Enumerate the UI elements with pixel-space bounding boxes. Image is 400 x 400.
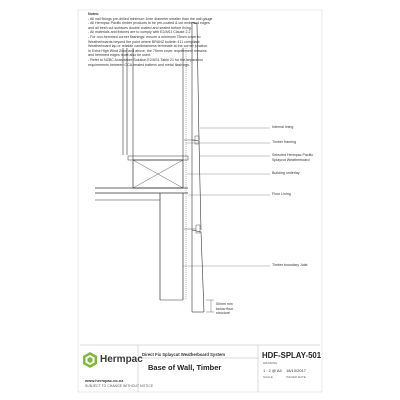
label-floor-lining: Floor Lining — [272, 192, 291, 196]
subject-note: SUBJECT TO CHANGE WITHOUT NOTICE — [85, 384, 154, 388]
boundary-joist — [95, 193, 183, 300]
label-boundary-joist: Timber boundary Joist — [272, 263, 308, 267]
scale-value: 1 : 2 @ A4 — [263, 368, 282, 373]
label-internal-lining: Internal lining — [272, 125, 294, 129]
brand-name: Hermpac — [100, 354, 143, 365]
note-line: requirements between CCA treated battens and metal flashings. — [88, 62, 190, 67]
note-line: - For non-hemmed corner flashings: ensure a minimum 75mm cover to — [88, 34, 201, 39]
label-clearance-1: 50mm min — [216, 302, 233, 306]
note-line: and hemmed edges must also be used. — [88, 53, 151, 58]
notes-title: Notes: — [88, 12, 100, 16]
label-clearance-3: structure — [216, 311, 230, 315]
label-weatherboard-1: Selected Hermpac Pacific — [272, 153, 314, 157]
drawing-title: Base of Wall, Timber — [148, 363, 222, 372]
note-line: Weatherboards beyond the point where BRANZ bulletin 411 compliant — [88, 39, 200, 44]
label-timber-framing: Timber framing — [272, 140, 297, 144]
issued-date-label: ISSUED DATE — [286, 375, 306, 379]
note-line: - All nail fixings pre-drilled minimum 1mm diameter smaller than the nail gauge. — [88, 16, 214, 21]
scale-label: SCALE — [263, 375, 273, 379]
note-line: In Extra High Wind Zone and above, the 75mm cover requirement remains — [88, 48, 207, 53]
label-clearance-2: below floor — [216, 306, 234, 311]
note-line: - Refer to NZBC Acceptable Solution E2/AS1 Table 21 for the separation — [88, 57, 203, 62]
note-line: Weatherboard lap or reliable cambrianness terminate at the corner junction. — [88, 44, 209, 49]
website-link[interactable]: www.hermpac.co.nz — [85, 378, 124, 383]
system-name: Direct Fix Splaycut Weatherboard System — [142, 352, 226, 357]
issued-date: 18/10/2017 — [286, 368, 307, 373]
hermpac-logo-icon — [83, 352, 97, 368]
note-line: and all fresh cut surfaces double coated and sealed before fixing. — [88, 25, 192, 30]
sheet-border — [78, 10, 322, 392]
drawing-code: HDF-SPLAY-501 — [262, 351, 322, 360]
note-line: - All Hermpac Pacific timber products to be pre-coated & cut ends and edges — [88, 21, 210, 26]
label-building-underlay: Building underlay — [272, 171, 300, 175]
label-weatherboard-2: Splaycut Weatherboard — [272, 157, 310, 162]
leader-lines — [183, 128, 270, 266]
notes-block — [88, 12, 338, 67]
note-line: - All materials and fixtures are to comply with E2/AS1 Clause 2.2 — [88, 30, 191, 35]
drawing-label: DRAWING — [263, 361, 278, 365]
bottom-plate — [128, 156, 188, 188]
clearance-dimension — [206, 300, 214, 312]
floor-lining — [95, 188, 188, 193]
